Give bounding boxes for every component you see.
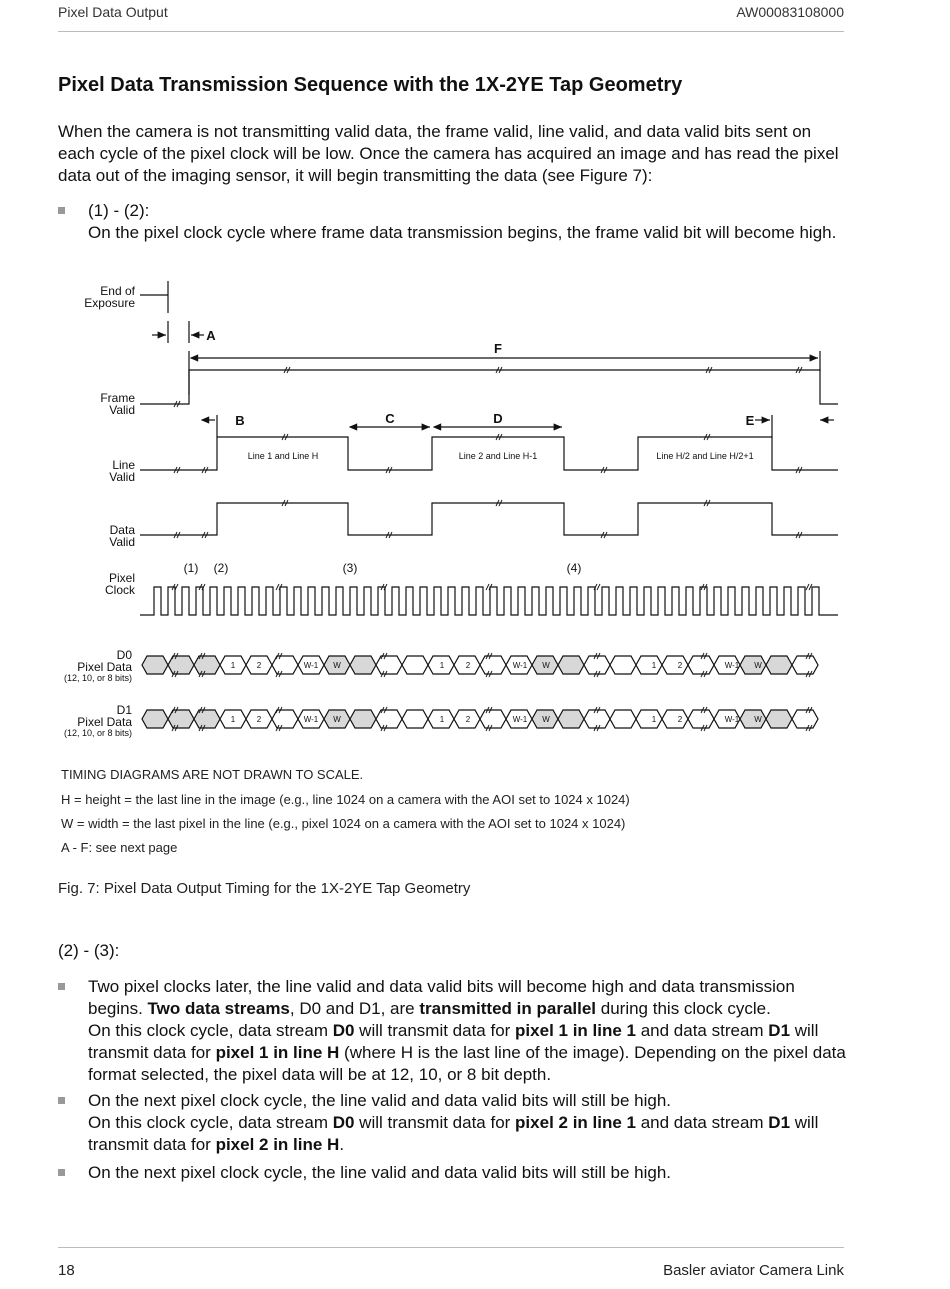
bus-cell-label: W xyxy=(754,715,762,724)
bus-cell xyxy=(558,656,584,674)
bus-cell xyxy=(142,656,168,674)
bus-cell-label: 1 xyxy=(651,715,657,724)
bus-cell xyxy=(194,656,220,674)
d0-data-bus xyxy=(142,656,818,674)
label-d0: D0 xyxy=(116,648,132,662)
bullet-3-text: On the next pixel clock cycle, the line valid and data valid bits will still be high. On this clock cycle, data stream D0 will transmit data for pixel 2 in line 1 and data stream D1 will transmit data for pixel 2 in line H. xyxy=(88,1091,819,1154)
label-line-valid: Valid xyxy=(109,470,135,484)
marker-c: C xyxy=(385,411,395,426)
marker-a: A xyxy=(206,328,216,343)
label-d1: D1 xyxy=(116,703,132,717)
header-section-title: Pixel Data Output xyxy=(58,4,168,20)
bus-cell-label: 1 xyxy=(230,715,236,724)
marker-d: D xyxy=(493,411,503,426)
section-2-heading: (2) - (3): xyxy=(58,941,120,960)
clock-mark-3: (3) xyxy=(342,561,358,575)
clock-mark-1: (1) xyxy=(183,561,199,575)
label-data-valid: Valid xyxy=(109,535,135,549)
bus-cell xyxy=(350,656,376,674)
bullet-icon xyxy=(58,1169,65,1176)
bus-cell xyxy=(740,710,766,728)
bus-cell xyxy=(792,710,818,728)
bus-cell-label: W xyxy=(542,661,550,670)
bus-cell-label: W-1 xyxy=(303,661,319,670)
note-not-to-scale: TIMING DIAGRAMS ARE NOT DRAWN TO SCALE. xyxy=(61,767,364,782)
bus-cell-label: 2 xyxy=(677,715,683,724)
break-mark xyxy=(597,584,600,590)
bus-cell xyxy=(480,656,506,674)
bullet-item-4 xyxy=(58,1162,848,1184)
label-frame-valid: Valid xyxy=(109,403,135,417)
bus-cell xyxy=(402,710,428,728)
bus-cell-label: W xyxy=(754,661,762,670)
bus-cell xyxy=(662,710,688,728)
bus-cell-label: W xyxy=(333,715,341,724)
bullet-4-text: On the next pixel clock cycle, the line valid and data valid bits will still be high. xyxy=(88,1163,672,1182)
bus-cell xyxy=(350,710,376,728)
marker-e: E xyxy=(745,413,755,428)
footer-rule xyxy=(58,1247,844,1248)
bus-cell-label: 1 xyxy=(651,661,657,670)
label-pixel: Pixel xyxy=(108,571,135,585)
bus-cell-label: 1 xyxy=(230,661,236,670)
bus-cell-label: 2 xyxy=(465,661,471,670)
bullet-item-3 xyxy=(58,1090,848,1156)
bus-cell xyxy=(376,710,402,728)
marker-b: B xyxy=(235,413,245,428)
label-exposure: Exposure xyxy=(84,296,135,310)
intro-paragraph: When the camera is not transmitting valid data, the frame valid, line valid, and data valid bits sent on each cycle of the pixel clock will be low. Once the camera has acquired an image and has read the pixel data out of the imaging sensor, it will begin transmitting the data (see Figure 7): xyxy=(58,122,839,185)
bus-cell-label: W-1 xyxy=(512,661,528,670)
marker-f: F xyxy=(494,341,502,356)
bus-cell-label: 2 xyxy=(256,715,262,724)
bus-cell xyxy=(636,656,662,674)
clock-mark-4: (4) xyxy=(566,561,582,575)
bullet-item-2 xyxy=(58,976,848,1086)
break-mark xyxy=(486,584,489,590)
label-d0-pixel-data: Pixel Data xyxy=(77,660,132,674)
bus-cell xyxy=(610,656,636,674)
bullet-icon xyxy=(58,1097,65,1104)
d1-data-bus xyxy=(142,710,818,728)
line-group-3: Line H/2 and Line H/2+1 xyxy=(656,451,754,461)
bus-cell xyxy=(792,656,818,674)
bus-cell-label: 2 xyxy=(465,715,471,724)
pixel-clock-waveform xyxy=(140,587,838,615)
bus-cell xyxy=(402,656,428,674)
line-group-2: Line 2 and Line H-1 xyxy=(458,451,538,461)
label-data: Data xyxy=(109,523,135,537)
bullet-1-heading: (1) - (2): xyxy=(88,201,150,220)
line-group-1: Line 1 and Line H xyxy=(247,451,319,461)
bus-cell xyxy=(142,710,168,728)
timing-diagram xyxy=(58,275,848,745)
bullet-2-text: Two pixel clocks later, the line valid and data valid bits will become high and data transmission begins. Two data streams, D0 and D1, are transmitted in parallel during this clock cycle. On this clock cycle, data stream D0 will transmit data for pixel 1 in line 1 and data stream D1 will transmit data for pixel 1 in line H (where H is the last line of the image). Depending on the pixel data format selected, the pixel data will be at 12, 10, or 8 bit depth. xyxy=(88,977,846,1084)
clock-mark-2: (2) xyxy=(213,561,229,575)
bus-cell-label: 1 xyxy=(439,661,445,670)
bus-cell-label: W-1 xyxy=(512,715,528,724)
bullet-item-1 xyxy=(58,200,848,244)
label-frame: Frame xyxy=(100,391,135,405)
data-valid-waveform xyxy=(140,503,838,535)
label-d1-bits: (12, 10, or 8 bits) xyxy=(63,728,132,738)
label-d0-bits: (12, 10, or 8 bits) xyxy=(63,673,132,683)
bus-cell-label: 2 xyxy=(256,661,262,670)
bus-cell-label: W-1 xyxy=(724,715,740,724)
label-line: Line xyxy=(112,458,135,472)
bus-cell-label: W xyxy=(542,715,550,724)
bus-cell xyxy=(194,710,220,728)
note-height: H = height = the last line in the image (e.g., line 1024 on a camera with the AOI set to 1024 x 1024) xyxy=(61,792,630,807)
bullet-icon xyxy=(58,983,65,990)
header-rule xyxy=(58,31,844,32)
break-marks xyxy=(172,367,812,731)
bullet-icon xyxy=(58,207,65,214)
break-mark xyxy=(806,584,809,590)
bus-cell-label: W-1 xyxy=(303,715,319,724)
label-clock: Clock xyxy=(104,583,135,597)
break-mark xyxy=(276,584,279,590)
header-document-number: AW00083108000 xyxy=(736,4,844,20)
note-a-f: A - F: see next page xyxy=(61,840,178,855)
bus-cell xyxy=(662,656,688,674)
bullet-1-text: On the pixel clock cycle where frame data transmission begins, the frame valid bit will become high. xyxy=(88,223,837,242)
bus-cell xyxy=(766,656,792,674)
bus-cell-label: W xyxy=(333,661,341,670)
bus-cell-label: 1 xyxy=(439,715,445,724)
label-end-of: End of xyxy=(100,284,135,298)
bus-cell xyxy=(558,710,584,728)
figure-caption: Fig. 7: Pixel Data Output Timing for the 1X-2YE Tap Geometry xyxy=(58,880,471,897)
bus-cell-label: 2 xyxy=(677,661,683,670)
note-width: W = width = the last pixel in the line (e.g., pixel 1024 on a camera with the AOI set to 1024 x 1024) xyxy=(61,816,626,831)
page-number: 18 xyxy=(58,1262,75,1279)
frame-valid-waveform xyxy=(140,370,838,404)
bus-cell xyxy=(610,710,636,728)
page-title: Pixel Data Transmission Sequence with the 1X-2YE Tap Geometry xyxy=(58,74,683,96)
bus-cell-label: W-1 xyxy=(724,661,740,670)
bus-cell xyxy=(636,710,662,728)
bus-cell xyxy=(766,710,792,728)
footer-product-name: Basler aviator Camera Link xyxy=(663,1262,844,1279)
bus-cell xyxy=(376,656,402,674)
bus-cell xyxy=(480,710,506,728)
bus-cell xyxy=(740,656,766,674)
label-d1-pixel-data: Pixel Data xyxy=(77,715,132,729)
